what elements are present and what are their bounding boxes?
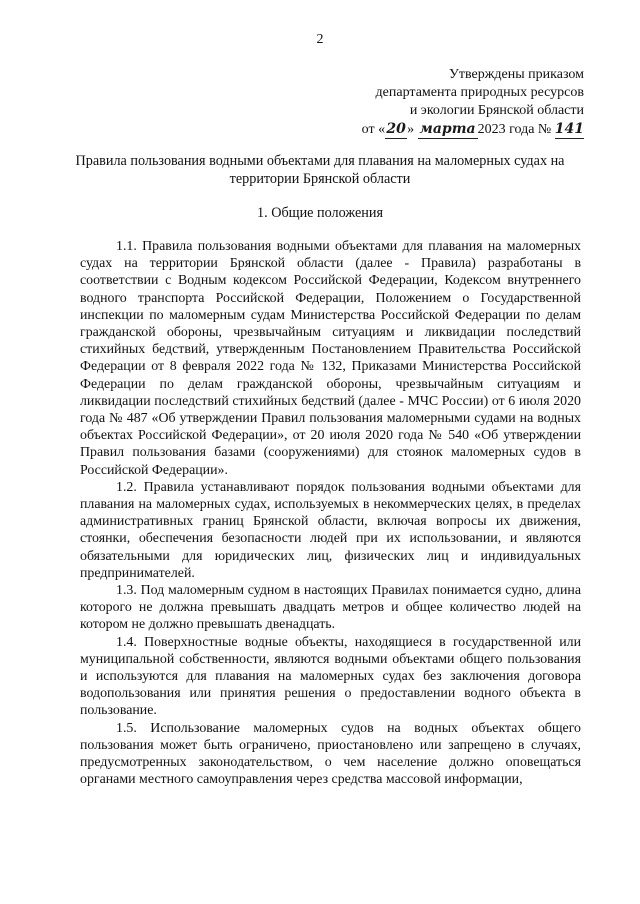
approval-line-2: департамента природных ресурсов <box>375 85 584 100</box>
paragraph-1-5: 1.5. Использование маломерных судов на водных объектах общего пользования может быть ограничено, приостановлено или запрещено в случаях, предусмотренных законодательством, о чем население должно оповещаться органами местного самоуправления через средства массовой информации, <box>80 720 581 788</box>
order-number-handwritten: 141 <box>554 121 584 137</box>
date-prefix: от « <box>361 122 386 137</box>
date-day-handwritten: 20 <box>386 121 406 137</box>
document-title: Правила пользования водными объектами для плавания на маломерных судах на территории Брянской области <box>75 153 565 187</box>
paragraph-1-4: 1.4. Поверхностные водные объекты, находящиеся в государственной или муниципальной собственности, являются водными объектами общего пользования и используются для плавания на маломерных судах без заключения договора водопользования или принятия решения о предоставлении водного объекта в пользование. <box>80 634 581 719</box>
date-mid: » <box>407 122 415 137</box>
paragraph-1-1: 1.1. Правила пользования водными объектами для плавания на маломерных судах на территории Брянской области (далее - Правила) разработаны в соответствии с Водным кодексом Российской Федерации, Кодексом внутреннего водного транспорта Российской Федерации, Положением о Государственной инспекции по маломерным судам Министерства Российской Федерации по делам гражданской обороны, чрезвычайным ситуациям и ликвидации последствий стихийных бедствий, утвержденным Постановлением Правительства Российской Федерации от 8 февраля 2022 года № 132, Приказами Министерства Российской Федерации по делам гражданской обороны, чрезвычайным ситуациям и ликвидации последствий стихийных бедствий (далее - МЧС России) от 6 июля 2020 года № 487 «Об утверждении Правил пользования маломерными судами на водных объектах Российской Федерации», от 20 июля 2020 года № 540 «Об утверждении Правил пользования базами (сооружениями) для стоянок маломерных судов в Российской Федерации». <box>80 239 581 478</box>
date-year: 2023 года № <box>477 122 552 137</box>
body-text <box>80 238 581 789</box>
approval-block <box>284 66 584 139</box>
approval-date-line <box>284 120 584 139</box>
paragraph-1-3: 1.3. Под маломерным судном в настоящих Правилах понимается судно, длина которого не должна превышать двадцать метров и общее количество людей на котором не должно превышать двенадцать. <box>80 583 581 633</box>
page-number: 2 <box>316 32 324 47</box>
date-month-handwritten: марта <box>419 121 476 137</box>
paragraph-1-2: 1.2. Правила устанавливают порядок пользования водными объектами для плавания на маломерных судах, используемых в некоммерческих целях, в пределах административных границ Брянской области, включая вопросы их движения, стоянки, обеспечения безопасности людей при их использовании, и являются обязательными для юридических лиц, физических лиц и индивидуальных предпринимателей. <box>80 479 581 581</box>
approval-line-1: Утверждены приказом <box>448 67 584 82</box>
section-heading: 1. Общие положения <box>257 205 383 221</box>
approval-line-3: и экологии Брянской области <box>409 103 584 118</box>
